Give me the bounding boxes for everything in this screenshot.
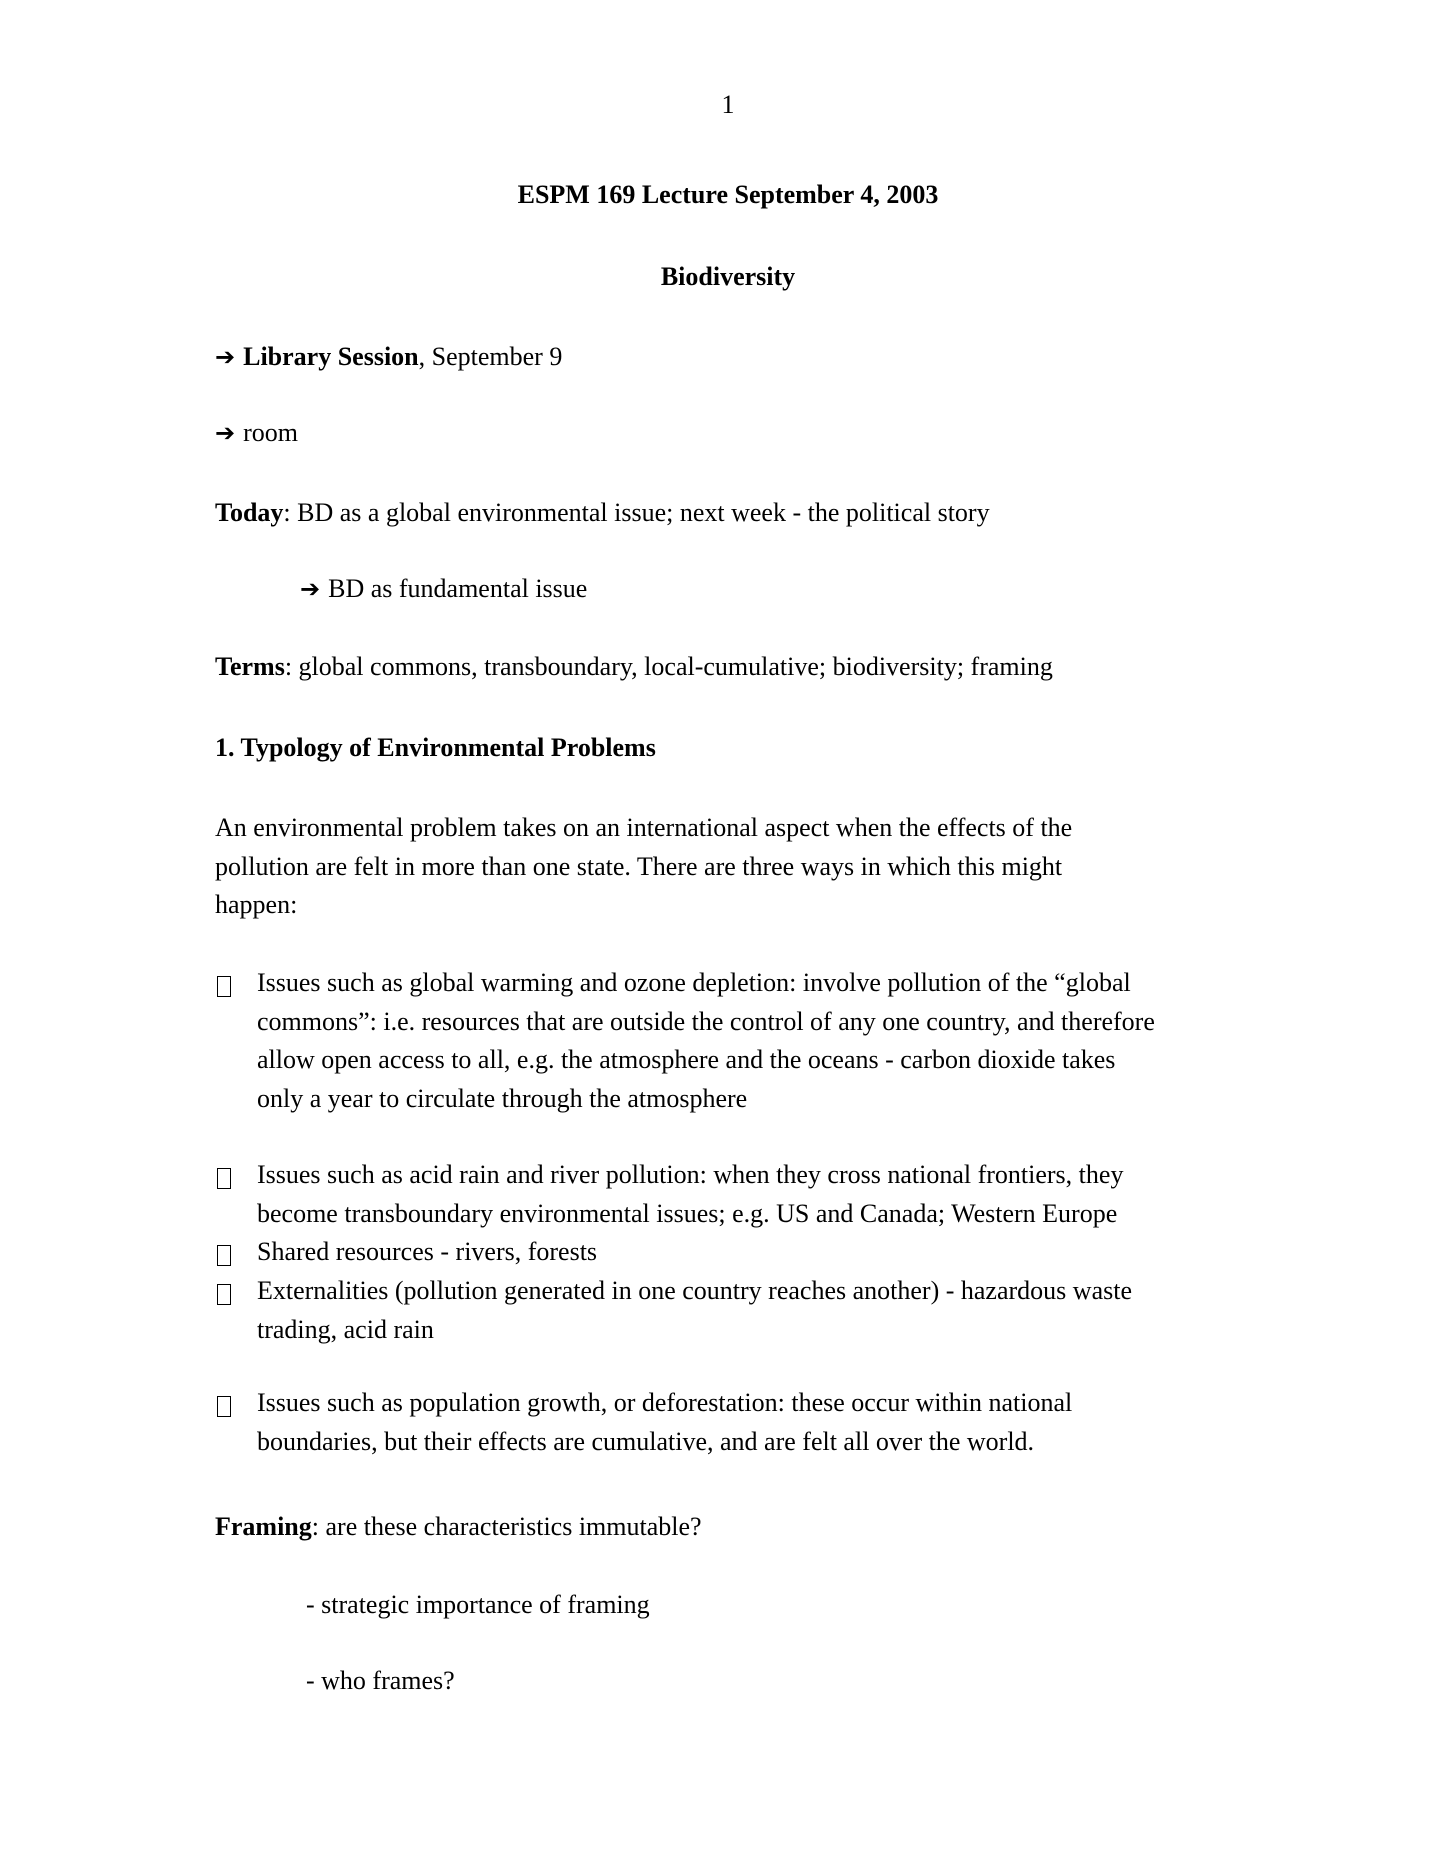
bullet-item	[257, 1156, 1257, 1233]
room-line	[215, 414, 298, 452]
bullet-line: Shared resources - rivers, forests	[257, 1237, 598, 1266]
bullet-line: trading, acid rain	[257, 1314, 434, 1344]
today-sub-line	[300, 570, 587, 608]
section-heading: 1. Typology of Environmental Problems	[215, 733, 656, 762]
framing-text: : are these characteristics immutable?	[311, 1512, 702, 1541]
bullet-line: Issues such as acid rain and river pollution: when they cross national frontiers, they	[257, 1160, 1124, 1189]
today-label: Today	[215, 498, 284, 527]
bullet-line: Issues such as global warming and ozone depletion: involve pollution of the “global	[257, 968, 1131, 997]
bullet-line: become transboundary environmental issues; e.g. US and Canada; Western Europe	[257, 1198, 1118, 1228]
checkbox-bullet-icon	[217, 1284, 231, 1305]
intro-line: happen:	[215, 890, 298, 919]
page-number: 1	[721, 90, 735, 119]
framing-label: Framing	[215, 1512, 312, 1541]
framing-sub-item: - who frames?	[306, 1666, 455, 1695]
page-subtitle: Biodiversity	[660, 262, 796, 291]
library-session-date: , September 9	[418, 342, 563, 371]
intro-paragraph	[215, 809, 1235, 925]
bullet-line: commons”: i.e. resources that are outside the control of any one country, and therefore	[257, 1006, 1155, 1036]
terms-line	[215, 648, 1053, 686]
bullet-item	[257, 964, 1257, 1118]
bullet-item	[257, 1272, 1257, 1349]
page-title: ESPM 169 Lecture September 4, 2003	[517, 180, 939, 209]
room-text: room	[243, 418, 298, 447]
checkbox-bullet-icon	[217, 1396, 231, 1417]
today-line	[215, 494, 990, 532]
bullet-line: Externalities (pollution generated in one country reaches another) - hazardous waste	[257, 1276, 1132, 1305]
today-text: : BD as a global environmental issue; next week - the political story	[283, 498, 990, 527]
bullet-line: Issues such as population growth, or deforestation: these occur within national	[257, 1388, 1073, 1417]
arrow-icon: ➔	[215, 343, 236, 371]
library-session-label: Library Session	[243, 342, 419, 371]
checkbox-bullet-icon	[217, 976, 231, 997]
intro-line: pollution are felt in more than one state. There are three ways in which this might	[215, 851, 1063, 881]
checkbox-bullet-icon	[217, 1168, 231, 1189]
framing-sub-item: - strategic importance of framing	[306, 1590, 650, 1619]
bullet-item	[257, 1233, 1257, 1272]
bullet-line: boundaries, but their effects are cumulative, and are felt all over the world.	[257, 1426, 1035, 1456]
bullet-line: allow open access to all, e.g. the atmosphere and the oceans - carbon dioxide takes	[257, 1045, 1116, 1074]
terms-text: : global commons, transboundary, local-cumulative; biodiversity; framing	[284, 652, 1053, 681]
terms-label: Terms	[215, 652, 285, 681]
framing-line	[215, 1508, 702, 1546]
arrow-icon: ➔	[300, 575, 321, 603]
bullet-item	[257, 1384, 1257, 1461]
today-sub-text: BD as fundamental issue	[328, 574, 588, 603]
intro-line: An environmental problem takes on an international aspect when the effects of the	[215, 813, 1073, 842]
library-session-line	[215, 338, 562, 376]
checkbox-bullet-icon	[217, 1245, 231, 1266]
arrow-icon: ➔	[215, 419, 236, 447]
bullet-line: only a year to circulate through the atmosphere	[257, 1083, 748, 1113]
